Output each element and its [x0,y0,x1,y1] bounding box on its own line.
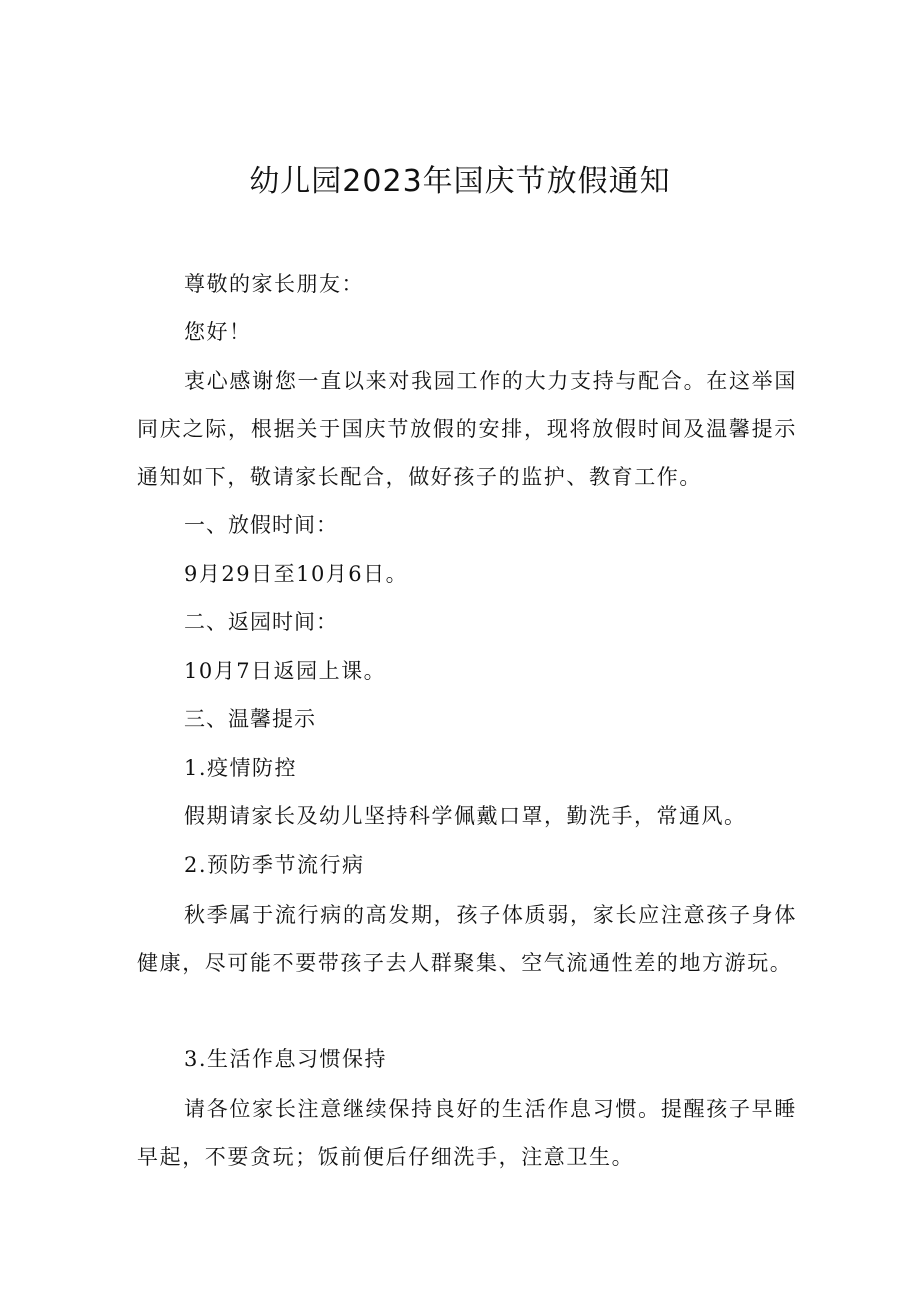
section-heading-return: 二、返园时间： [184,610,338,634]
intro-paragraph: 衷心感谢您一直以来对我园工作的大力支持与配合。在这举国同庆之际，根据关于国庆节放假的安排，现将放假时间及温馨提示通知如下，敬请家长配合，做好孩子的监护、教育工作。 [137,369,797,489]
tip-text-routine: 请各位家长注意继续保持良好的生活作息习惯。提醒孩子早睡早起，不要贪玩；饭前便后仔细洗手，注意卫生。 [137,1097,797,1169]
tip-title-epidemic: 1.疫情防控 [184,756,298,780]
holiday-dates: 9月29日至10月6日。 [184,562,409,586]
salutation: 尊敬的家长朋友： [184,272,364,296]
section-heading-tips: 三、温馨提示 [184,707,316,731]
greeting: 您好！ [184,320,252,344]
section-heading-holiday: 一、放假时间： [184,513,338,537]
return-date: 10月7日返园上课。 [184,659,387,683]
page-title: 幼儿园2023年国庆节放假通知 [249,164,671,199]
tip-text-epidemic: 假期请家长及幼儿坚持科学佩戴口罩，勤洗手，常通风。 [184,804,747,828]
tip-text-seasonal: 秋季属于流行病的高发期，孩子体质弱，家长应注意孩子身体健康，尽可能不要带孩子去人群聚集、空气流通性差的地方游玩。 [137,903,797,975]
tip-title-routine: 3.生活作息习惯保持 [184,1047,388,1071]
tip-title-seasonal: 2.预防季节流行病 [184,853,365,877]
